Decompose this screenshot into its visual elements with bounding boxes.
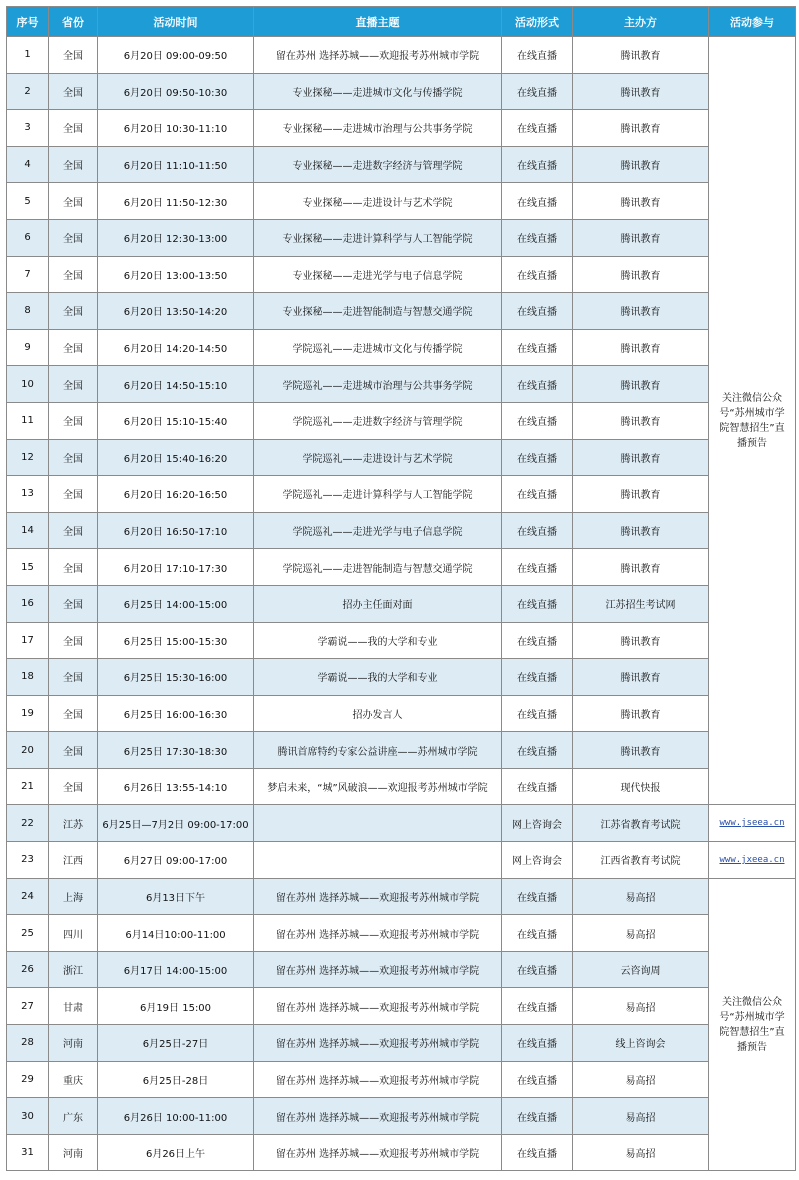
cell-province: 上海 xyxy=(49,878,98,915)
header-participation: 活动参与 xyxy=(709,7,796,37)
cell-province: 全国 xyxy=(49,659,98,696)
table-row xyxy=(7,878,796,915)
table-row xyxy=(7,951,796,988)
table-row xyxy=(7,73,796,110)
table-row xyxy=(7,1025,796,1062)
cell-time: 6月25日 15:30-16:00 xyxy=(98,659,254,696)
header-no: 序号 xyxy=(7,7,49,37)
cell-topic: 学霸说——我的大学和专业 xyxy=(254,622,502,659)
cell-organizer: 腾讯教育 xyxy=(573,219,709,256)
table-row xyxy=(7,110,796,147)
table-row xyxy=(7,293,796,330)
cell-time: 6月25日-27日 xyxy=(98,1025,254,1062)
cell-topic: 学院巡礼——走进光学与电子信息学院 xyxy=(254,512,502,549)
table-row xyxy=(7,439,796,476)
cell-time: 6月13日下午 xyxy=(98,878,254,915)
cell-time: 6月20日 15:10-15:40 xyxy=(98,402,254,439)
cell-province: 浙江 xyxy=(49,951,98,988)
cell-time: 6月20日 16:20-16:50 xyxy=(98,476,254,513)
cell-organizer: 腾讯教育 xyxy=(573,293,709,330)
cell-no: 16 xyxy=(7,585,49,622)
cell-topic: 留在苏州 选择苏城——欢迎报考苏州城市学院 xyxy=(254,988,502,1025)
cell-organizer: 腾讯教育 xyxy=(573,402,709,439)
cell-time: 6月20日 12:30-13:00 xyxy=(98,219,254,256)
cell-province: 全国 xyxy=(49,219,98,256)
cell-no: 25 xyxy=(7,915,49,952)
cell-no: 11 xyxy=(7,402,49,439)
cell-organizer: 易高招 xyxy=(573,915,709,952)
cell-form: 在线直播 xyxy=(502,439,573,476)
table-row xyxy=(7,37,796,74)
cell-topic: 留在苏州 选择苏城——欢迎报考苏州城市学院 xyxy=(254,37,502,74)
cell-organizer: 腾讯教育 xyxy=(573,329,709,366)
cell-organizer: 江苏省教育考试院 xyxy=(573,805,709,842)
cell-time: 6月26日 10:00-11:00 xyxy=(98,1098,254,1135)
cell-time: 6月27日 09:00-17:00 xyxy=(98,842,254,879)
cell-no: 27 xyxy=(7,988,49,1025)
cell-form: 在线直播 xyxy=(502,695,573,732)
cell-form: 在线直播 xyxy=(502,988,573,1025)
cell-province: 全国 xyxy=(49,622,98,659)
cell-no: 23 xyxy=(7,842,49,879)
cell-organizer: 易高招 xyxy=(573,988,709,1025)
cell-province: 全国 xyxy=(49,512,98,549)
cell-no: 17 xyxy=(7,622,49,659)
cell-province: 四川 xyxy=(49,915,98,952)
table-row xyxy=(7,512,796,549)
cell-no: 6 xyxy=(7,219,49,256)
cell-province: 全国 xyxy=(49,402,98,439)
cell-organizer: 腾讯教育 xyxy=(573,37,709,74)
cell-province: 河南 xyxy=(49,1025,98,1062)
cell-organizer: 腾讯教育 xyxy=(573,695,709,732)
cell-no: 12 xyxy=(7,439,49,476)
cell-form: 在线直播 xyxy=(502,549,573,586)
header-form: 活动形式 xyxy=(502,7,573,37)
cell-no: 22 xyxy=(7,805,49,842)
table-row xyxy=(7,768,796,805)
cell-topic: 专业探秘——走进设计与艺术学院 xyxy=(254,183,502,220)
cell-no: 31 xyxy=(7,1134,49,1171)
cell-time: 6月20日 15:40-16:20 xyxy=(98,439,254,476)
cell-province: 全国 xyxy=(49,183,98,220)
table-row xyxy=(7,695,796,732)
cell-topic xyxy=(254,805,502,842)
header-topic: 直播主题 xyxy=(254,7,502,37)
cell-form: 在线直播 xyxy=(502,768,573,805)
cell-no: 2 xyxy=(7,73,49,110)
cell-time: 6月20日 13:00-13:50 xyxy=(98,256,254,293)
table-row xyxy=(7,549,796,586)
header-time: 活动时间 xyxy=(98,7,254,37)
cell-form: 在线直播 xyxy=(502,585,573,622)
cell-topic: 腾讯首席特约专家公益讲座——苏州城市学院 xyxy=(254,732,502,769)
cell-no: 1 xyxy=(7,37,49,74)
table-row xyxy=(7,1098,796,1135)
cell-topic: 梦启未来，“城”风破浪——欢迎报考苏州城市学院 xyxy=(254,768,502,805)
cell-province: 甘肃 xyxy=(49,988,98,1025)
cell-form: 在线直播 xyxy=(502,878,573,915)
cell-organizer: 腾讯教育 xyxy=(573,183,709,220)
cell-organizer: 江西省教育考试院 xyxy=(573,842,709,879)
cell-province: 全国 xyxy=(49,549,98,586)
cell-no: 15 xyxy=(7,549,49,586)
cell-province: 全国 xyxy=(49,37,98,74)
cell-organizer: 腾讯教育 xyxy=(573,622,709,659)
table-row xyxy=(7,146,796,183)
cell-province: 广东 xyxy=(49,1098,98,1135)
cell-time: 6月20日 17:10-17:30 xyxy=(98,549,254,586)
cell-topic: 学霸说——我的大学和专业 xyxy=(254,659,502,696)
cell-topic: 学院巡礼——走进设计与艺术学院 xyxy=(254,439,502,476)
cell-topic: 专业探秘——走进数字经济与管理学院 xyxy=(254,146,502,183)
cell-organizer: 云咨询周 xyxy=(573,951,709,988)
table-row xyxy=(7,402,796,439)
table-row xyxy=(7,842,796,879)
header-province: 省份 xyxy=(49,7,98,37)
cell-organizer: 腾讯教育 xyxy=(573,549,709,586)
cell-organizer: 易高招 xyxy=(573,1134,709,1171)
cell-organizer: 线上咨询会 xyxy=(573,1025,709,1062)
cell-time: 6月20日 09:00-09:50 xyxy=(98,37,254,74)
cell-time: 6月20日 09:50-10:30 xyxy=(98,73,254,110)
cell-province: 江西 xyxy=(49,842,98,879)
cell-organizer: 现代快报 xyxy=(573,768,709,805)
cell-organizer: 腾讯教育 xyxy=(573,256,709,293)
cell-form: 在线直播 xyxy=(502,476,573,513)
cell-form: 在线直播 xyxy=(502,110,573,147)
table-row xyxy=(7,329,796,366)
cell-no: 19 xyxy=(7,695,49,732)
cell-time: 6月20日 11:10-11:50 xyxy=(98,146,254,183)
table-row xyxy=(7,1134,796,1171)
cell-time: 6月19日 15:00 xyxy=(98,988,254,1025)
cell-organizer: 腾讯教育 xyxy=(573,732,709,769)
cell-form: 在线直播 xyxy=(502,1025,573,1062)
cell-form: 网上咨询会 xyxy=(502,842,573,879)
participation-link-jiangxi[interactable]: www.jxeea.cn xyxy=(709,842,796,879)
cell-time: 6月20日 10:30-11:10 xyxy=(98,110,254,147)
cell-no: 4 xyxy=(7,146,49,183)
cell-no: 8 xyxy=(7,293,49,330)
cell-topic: 学院巡礼——走进数字经济与管理学院 xyxy=(254,402,502,439)
cell-province: 全国 xyxy=(49,110,98,147)
table-row xyxy=(7,622,796,659)
participation-wechat-note: 关注微信公众号“苏州城市学院智慧招生”直播预告 xyxy=(709,37,796,805)
cell-organizer: 腾讯教育 xyxy=(573,659,709,696)
cell-time: 6月20日 16:50-17:10 xyxy=(98,512,254,549)
cell-no: 3 xyxy=(7,110,49,147)
table-row xyxy=(7,805,796,842)
cell-time: 6月25日-28日 xyxy=(98,1061,254,1098)
cell-topic: 专业探秘——走进城市治理与公共事务学院 xyxy=(254,110,502,147)
cell-form: 在线直播 xyxy=(502,146,573,183)
cell-organizer: 腾讯教育 xyxy=(573,476,709,513)
cell-topic: 留在苏州 选择苏城——欢迎报考苏州城市学院 xyxy=(254,951,502,988)
table-row xyxy=(7,219,796,256)
cell-organizer: 易高招 xyxy=(573,1061,709,1098)
table-row xyxy=(7,732,796,769)
cell-province: 全国 xyxy=(49,585,98,622)
cell-topic xyxy=(254,842,502,879)
cell-form: 在线直播 xyxy=(502,732,573,769)
table-row xyxy=(7,988,796,1025)
cell-form: 在线直播 xyxy=(502,37,573,74)
cell-province: 江苏 xyxy=(49,805,98,842)
cell-no: 20 xyxy=(7,732,49,769)
cell-topic: 招办发言人 xyxy=(254,695,502,732)
table-row xyxy=(7,1061,796,1098)
cell-form: 在线直播 xyxy=(502,329,573,366)
cell-form: 在线直播 xyxy=(502,951,573,988)
cell-time: 6月25日—7月2日 09:00-17:00 xyxy=(98,805,254,842)
cell-no: 7 xyxy=(7,256,49,293)
cell-no: 24 xyxy=(7,878,49,915)
cell-province: 河南 xyxy=(49,1134,98,1171)
cell-form: 在线直播 xyxy=(502,1134,573,1171)
cell-time: 6月14日10:00-11:00 xyxy=(98,915,254,952)
cell-no: 30 xyxy=(7,1098,49,1135)
cell-form: 在线直播 xyxy=(502,73,573,110)
cell-province: 全国 xyxy=(49,732,98,769)
cell-topic: 留在苏州 选择苏城——欢迎报考苏州城市学院 xyxy=(254,1134,502,1171)
cell-province: 全国 xyxy=(49,293,98,330)
cell-province: 全国 xyxy=(49,256,98,293)
cell-topic: 专业探秘——走进智能制造与智慧交通学院 xyxy=(254,293,502,330)
cell-time: 6月20日 14:20-14:50 xyxy=(98,329,254,366)
cell-form: 网上咨询会 xyxy=(502,805,573,842)
cell-organizer: 腾讯教育 xyxy=(573,73,709,110)
cell-topic: 专业探秘——走进计算科学与人工智能学院 xyxy=(254,219,502,256)
cell-form: 在线直播 xyxy=(502,183,573,220)
cell-no: 28 xyxy=(7,1025,49,1062)
cell-province: 全国 xyxy=(49,329,98,366)
cell-organizer: 腾讯教育 xyxy=(573,146,709,183)
participation-link-jiangsu[interactable]: www.jseea.cn xyxy=(709,805,796,842)
cell-time: 6月25日 16:00-16:30 xyxy=(98,695,254,732)
cell-organizer: 腾讯教育 xyxy=(573,439,709,476)
cell-province: 全国 xyxy=(49,768,98,805)
cell-organizer: 腾讯教育 xyxy=(573,366,709,403)
cell-organizer: 江苏招生考试网 xyxy=(573,585,709,622)
cell-topic: 留在苏州 选择苏城——欢迎报考苏州城市学院 xyxy=(254,1025,502,1062)
cell-organizer: 易高招 xyxy=(573,878,709,915)
cell-form: 在线直播 xyxy=(502,659,573,696)
cell-topic: 招办主任面对面 xyxy=(254,585,502,622)
cell-province: 全国 xyxy=(49,439,98,476)
table-row xyxy=(7,585,796,622)
table-row xyxy=(7,476,796,513)
cell-time: 6月17日 14:00-15:00 xyxy=(98,951,254,988)
cell-province: 全国 xyxy=(49,73,98,110)
cell-topic: 学院巡礼——走进计算科学与人工智能学院 xyxy=(254,476,502,513)
cell-form: 在线直播 xyxy=(502,915,573,952)
cell-no: 26 xyxy=(7,951,49,988)
cell-province: 重庆 xyxy=(49,1061,98,1098)
cell-no: 13 xyxy=(7,476,49,513)
cell-form: 在线直播 xyxy=(502,366,573,403)
cell-time: 6月20日 13:50-14:20 xyxy=(98,293,254,330)
table-row xyxy=(7,256,796,293)
cell-no: 14 xyxy=(7,512,49,549)
cell-no: 21 xyxy=(7,768,49,805)
cell-province: 全国 xyxy=(49,476,98,513)
table-row xyxy=(7,915,796,952)
participation-wechat-note: 关注微信公众号“苏州城市学院智慧招生”直播预告 xyxy=(709,878,796,1171)
table-row xyxy=(7,183,796,220)
cell-form: 在线直播 xyxy=(502,512,573,549)
cell-no: 29 xyxy=(7,1061,49,1098)
cell-time: 6月25日 17:30-18:30 xyxy=(98,732,254,769)
cell-topic: 学院巡礼——走进智能制造与智慧交通学院 xyxy=(254,549,502,586)
cell-topic: 留在苏州 选择苏城——欢迎报考苏州城市学院 xyxy=(254,1061,502,1098)
cell-form: 在线直播 xyxy=(502,622,573,659)
cell-topic: 留在苏州 选择苏城——欢迎报考苏州城市学院 xyxy=(254,1098,502,1135)
cell-no: 10 xyxy=(7,366,49,403)
schedule-table xyxy=(6,6,796,1171)
cell-form: 在线直播 xyxy=(502,1098,573,1135)
cell-organizer: 易高招 xyxy=(573,1098,709,1135)
cell-time: 6月20日 14:50-15:10 xyxy=(98,366,254,403)
cell-time: 6月25日 14:00-15:00 xyxy=(98,585,254,622)
cell-no: 9 xyxy=(7,329,49,366)
cell-time: 6月20日 11:50-12:30 xyxy=(98,183,254,220)
cell-organizer: 腾讯教育 xyxy=(573,110,709,147)
cell-form: 在线直播 xyxy=(502,256,573,293)
cell-no: 5 xyxy=(7,183,49,220)
cell-province: 全国 xyxy=(49,366,98,403)
cell-time: 6月26日上午 xyxy=(98,1134,254,1171)
cell-organizer: 腾讯教育 xyxy=(573,512,709,549)
cell-topic: 学院巡礼——走进城市文化与传播学院 xyxy=(254,329,502,366)
cell-topic: 留在苏州 选择苏城——欢迎报考苏州城市学院 xyxy=(254,915,502,952)
cell-province: 全国 xyxy=(49,146,98,183)
cell-form: 在线直播 xyxy=(502,1061,573,1098)
header-row xyxy=(7,7,796,37)
table-row xyxy=(7,366,796,403)
header-organizer: 主办方 xyxy=(573,7,709,37)
cell-province: 全国 xyxy=(49,695,98,732)
cell-form: 在线直播 xyxy=(502,402,573,439)
cell-no: 18 xyxy=(7,659,49,696)
cell-topic: 专业探秘——走进光学与电子信息学院 xyxy=(254,256,502,293)
cell-time: 6月26日 13:55-14:10 xyxy=(98,768,254,805)
cell-time: 6月25日 15:00-15:30 xyxy=(98,622,254,659)
cell-topic: 学院巡礼——走进城市治理与公共事务学院 xyxy=(254,366,502,403)
cell-form: 在线直播 xyxy=(502,293,573,330)
cell-topic: 留在苏州 选择苏城——欢迎报考苏州城市学院 xyxy=(254,878,502,915)
cell-form: 在线直播 xyxy=(502,219,573,256)
cell-topic: 专业探秘——走进城市文化与传播学院 xyxy=(254,73,502,110)
table-row xyxy=(7,659,796,696)
